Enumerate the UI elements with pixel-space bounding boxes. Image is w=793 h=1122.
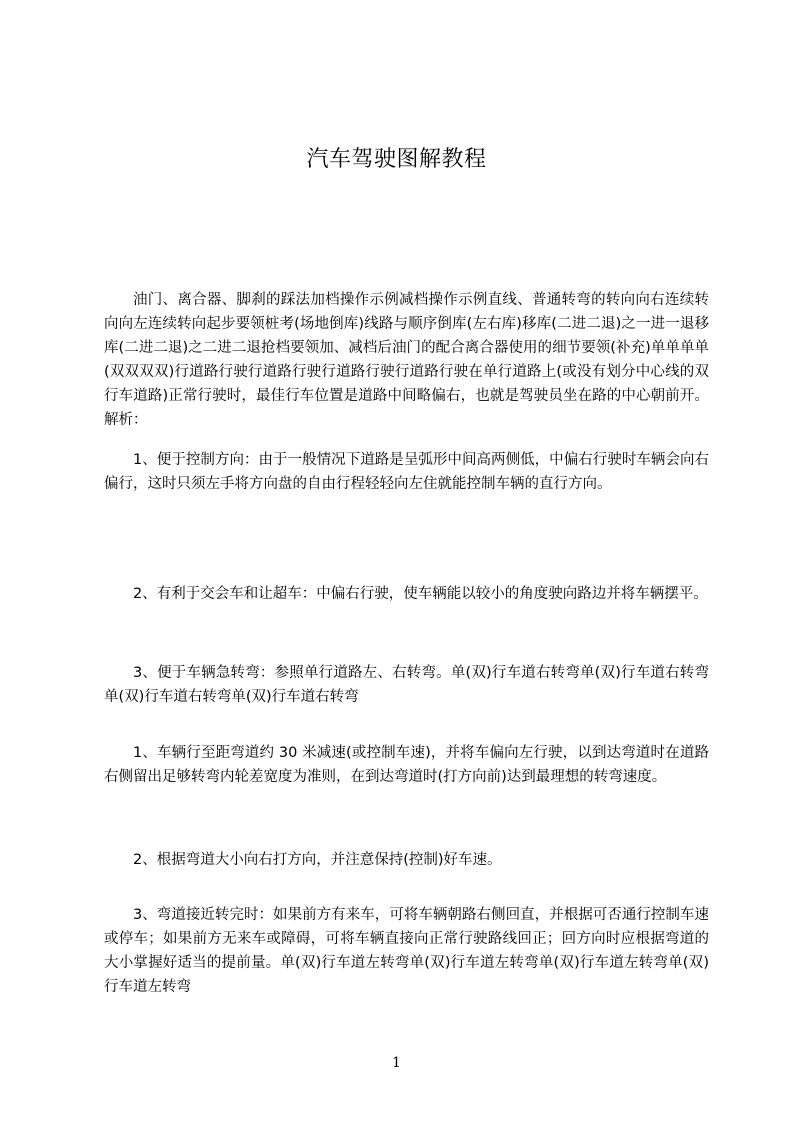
page-number: 1 (392, 1055, 401, 1071)
paragraph-right-turn-step-1: 1、车辆行至距弯道约 30 米减速(或控制车速)，并将车偏向左行驶，以到达弯道时在道路右侧留出足够转弯内轮差宽度为准则，在到达弯道时(打方向前)达到最理想的转弯速度。 (104, 745, 709, 785)
paragraph-point-1: 1、便于控制方向：由于一般情况下道路是呈弧形中间高两侧低，中偏右行驶时车辆会向右偏行，这时只须左手将方向盘的自由行程轻轻向左住就能控制车辆的直行方向。 (104, 452, 709, 492)
paragraph-intro: 油门、离合器、脚刹的踩法加档操作示例减档操作示例直线、普通转弯的转向向右连续转向向左连续转向起步要领桩考(场地倒库)线路与顺序倒库(左右库)移库(二进二退)之一进一退移库(二进二退)之二进二退抢档要领加、减档后油门的配合离合器使用的细节要领(补充)单单单单(双双双双)行道路行驶行道路行驶行道路行驶行道路行驶在单行道路上(或没有划分中心线的双行车道路)正常行驶时，最佳行车位置是道路中间略偏右，也就是驾驶员坐在路的中心朝前开。解析： (104, 292, 709, 428)
paragraph-point-3: 3、便于车辆急转弯：参照单行道路左、右转弯。单(双)行车道右转弯单(双)行车道右转弯单(双)行车道右转弯单(双)行车道右转弯 (104, 665, 709, 705)
page-title: 汽车驾驶图解教程 (306, 147, 487, 172)
paragraph-point-2: 2、有利于交会车和让超车：中偏右行驶，使车辆能以较小的角度驶向路边并将车辆摆平。 (133, 586, 708, 602)
paragraph-right-turn-step-3: 3、弯道接近转完时：如果前方有来车，可将车辆朝路右侧回直，并根据可否通行控制车速或停车；如果前方无来车或障碍，可将车辆直接向正常行驶路线回正；回方向时应根据弯道的大小掌握好适当的提前量。单(双)行车道左转弯单(双)行车道左转弯单(双)行车道左转弯单(双)行车道左转弯 (104, 907, 709, 995)
paragraph-right-turn-step-2: 2、根据弯道大小向右打方向，并注意保持(控制)好车速。 (133, 852, 502, 868)
